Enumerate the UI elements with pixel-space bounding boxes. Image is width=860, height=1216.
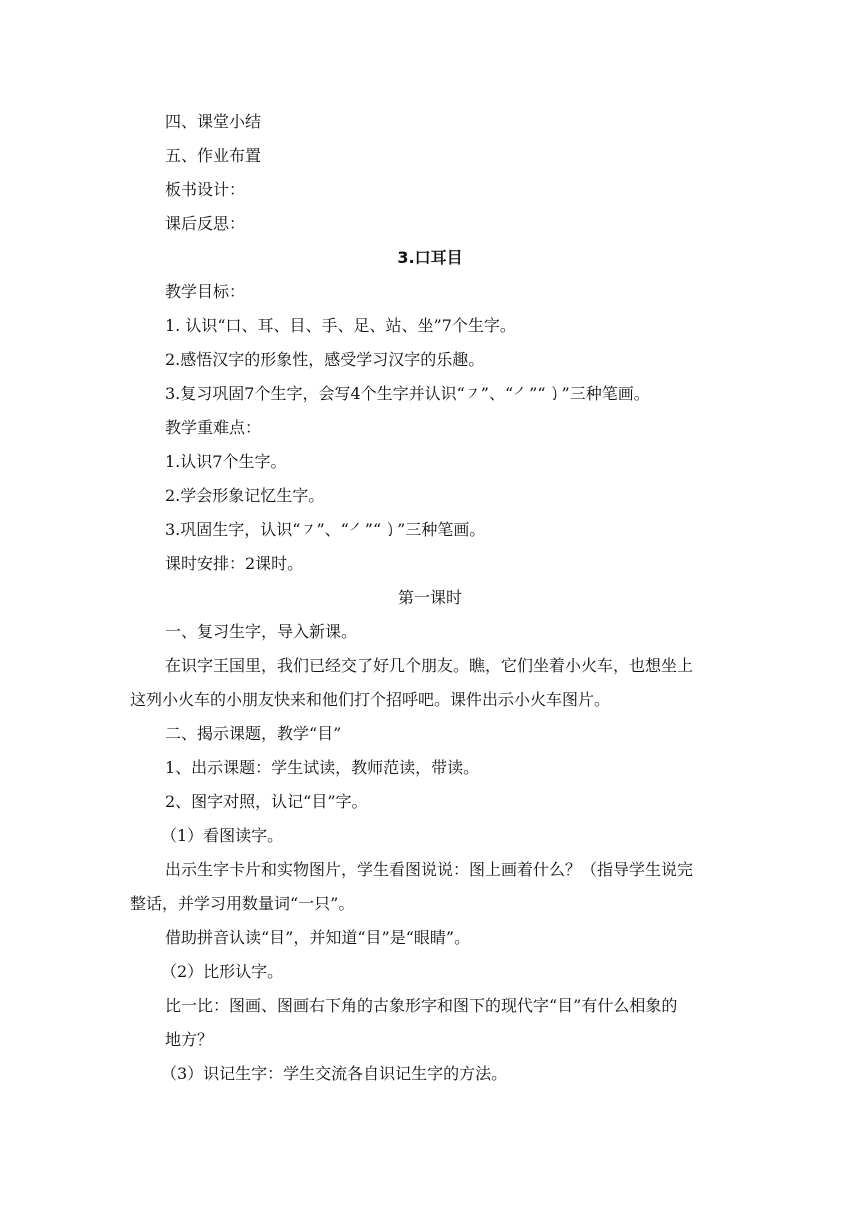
- step-heading: 二、揭示课题，教学“目”: [165, 724, 342, 743]
- paragraph-line: 地方？: [165, 1030, 214, 1049]
- paragraph-line: 比一比：图画、图画右下角的古象形字和图下的现代字“目”有什么相象的: [165, 996, 678, 1015]
- key-point-item: 2.学会形象记忆生字。: [165, 486, 325, 505]
- sub-step-item: （2）比形认字。: [161, 962, 284, 981]
- step-item: 2、图字对照，认记“目”字。: [165, 792, 368, 811]
- sub-step-item: （1）看图读字。: [161, 826, 284, 845]
- objective-item: 3.复习巩固7个生字，会写4个生字并认识“㇇”、“㇒”“㇁”三种笔画。: [165, 384, 650, 403]
- key-point-item: 3.巩固生字，认识“㇇”、“㇒”“㇁”三种笔画。: [165, 520, 486, 539]
- paragraph-line: 在识字王国里，我们已经交了好几个朋友。瞧，它们坐着小火车，也想坐上: [165, 656, 694, 675]
- schedule-line: 课时安排：2课时。: [165, 554, 304, 573]
- paragraph-line: 整话，并学习用数量词“一只”。: [130, 894, 355, 913]
- objectives-heading: 教学目标：: [165, 282, 246, 301]
- key-point-item: 1.认识7个生字。: [165, 452, 287, 471]
- period-heading: 第一课时: [397, 588, 462, 607]
- paragraph-line: 借助拼音认读“目”，并知道“目”是“眼睛”。: [165, 928, 471, 947]
- objective-item: 2.感悟汉字的形象性，感受学习汉字的乐趣。: [165, 350, 485, 369]
- key-points-heading: 教学重难点：: [165, 418, 262, 437]
- reflection-label: 课后反思：: [165, 214, 246, 233]
- sub-step-item: （3）识记生字：学生交流各自识记生字的方法。: [161, 1064, 508, 1083]
- section-heading-summary: 四、课堂小结: [165, 112, 262, 131]
- lesson-title: 3.口耳目: [397, 248, 463, 267]
- step-heading: 一、复习生字，导入新课。: [165, 622, 358, 641]
- paragraph-line: 这列小火车的小朋友快来和他们打个招呼吧。课件出示小火车图片。: [130, 690, 611, 709]
- paragraph-line: 出示生字卡片和实物图片，学生看图说说：图上画着什么？（指导学生说完: [165, 860, 694, 879]
- step-item: 1、出示课题：学生试读，教师范读，带读。: [165, 758, 480, 777]
- objective-item: 1. 认识“口、耳、目、手、足、站、坐”7个生字。: [165, 316, 516, 335]
- board-design-label: 板书设计：: [165, 180, 246, 199]
- section-heading-homework: 五、作业布置: [165, 146, 262, 165]
